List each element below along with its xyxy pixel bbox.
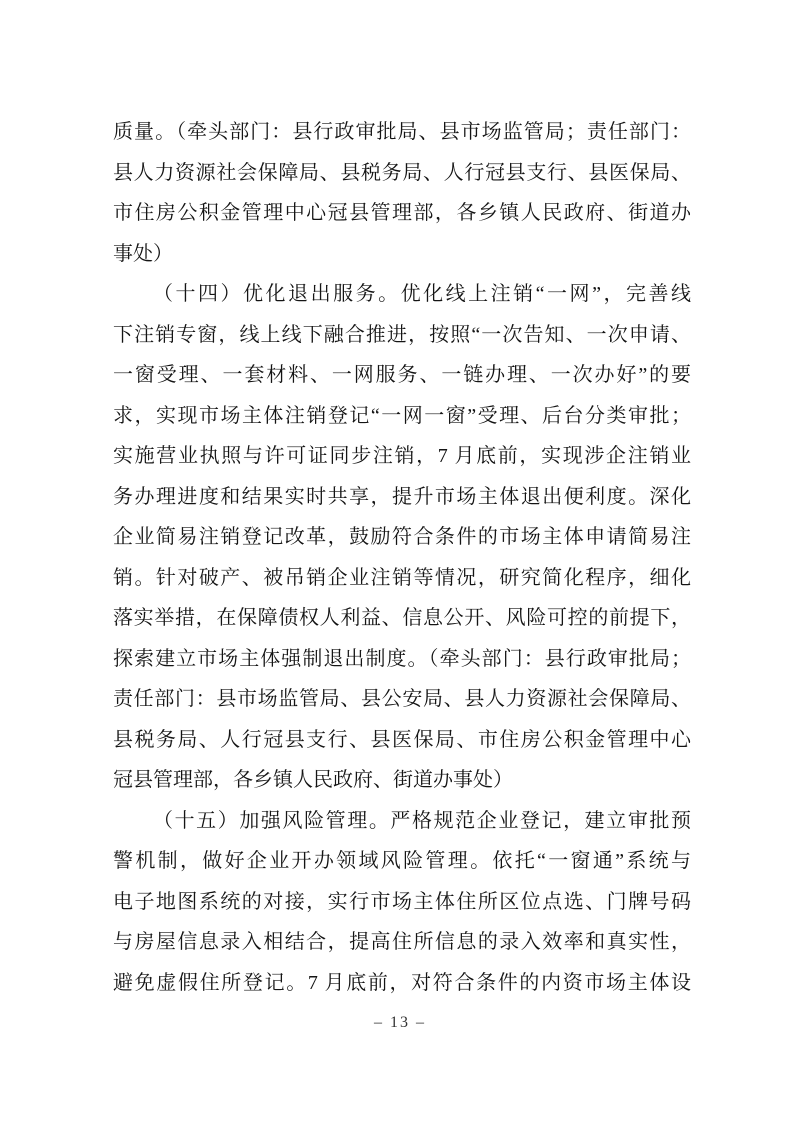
text-line: 实施营业执照与许可证同步注销，7 月底前，实现涉企注销业 xyxy=(113,445,691,467)
page-number: – 13 – xyxy=(374,1014,426,1031)
text-line: 警机制，做好企业开办领域风险管理。依托“一窗通”系统与 xyxy=(113,850,691,872)
text-line: 求，实现市场主体注销登记“一网一窗”受理、后台分类审批； xyxy=(113,404,691,427)
text-line: 一窗受理、一套材料、一网服务、一链办理、一次办好”的要 xyxy=(113,364,691,386)
document-body-text xyxy=(113,112,691,1003)
text-line: 市住房公积金管理中心冠县管理部，各乡镇人民政府、街道办 xyxy=(113,202,691,224)
text-line: 务办理进度和结果实时共享，提升市场主体退出便利度。深化 xyxy=(113,485,691,508)
text-line: 避免虚假住所登记。7 月底前，对符合条件的内资市场主体设 xyxy=(113,971,691,994)
text-line: （十五）加强风险管理。严格规范企业登记，建立审批预 xyxy=(153,809,691,832)
text-line: 销。针对破产、被吊销企业注销等情况，研究简化程序，细化 xyxy=(113,566,691,589)
text-line: 探索建立市场主体强制退出制度。（牵头部门：县行政审批局； xyxy=(113,647,691,670)
text-line: 下注销专窗，线上线下融合推进，按照“一次告知、一次申请、 xyxy=(113,323,691,346)
text-line: 事处） xyxy=(113,242,173,265)
text-line: 质量。（牵头部门：县行政审批局、县市场监管局；责任部门： xyxy=(113,121,691,143)
text-line: 责任部门：县市场监管局、县公安局、县人力资源社会保障局、 xyxy=(113,688,691,710)
text-line: 电子地图系统的对接，实行市场主体住所区位点选、门牌号码 xyxy=(113,890,691,913)
text-line: 与房屋信息录入相结合，提高住所信息的录入效率和真实性， xyxy=(113,931,691,953)
text-line: 落实举措，在保障债权人利益、信息公开、风险可控的前提下， xyxy=(113,607,691,629)
text-line: 冠县管理部，各乡镇人民政府、街道办事处） xyxy=(113,769,513,791)
text-line: 县人力资源社会保障局、县税务局、人行冠县支行、县医保局、 xyxy=(113,161,691,184)
text-line: 县税务局、人行冠县支行、县医保局、市住房公积金管理中心 xyxy=(113,728,691,751)
text-line: 企业简易注销登记改革，鼓励符合条件的市场主体申请简易注 xyxy=(113,526,691,548)
text-line: （十四）优化退出服务。优化线上注销“一网”，完善线 xyxy=(153,283,691,305)
